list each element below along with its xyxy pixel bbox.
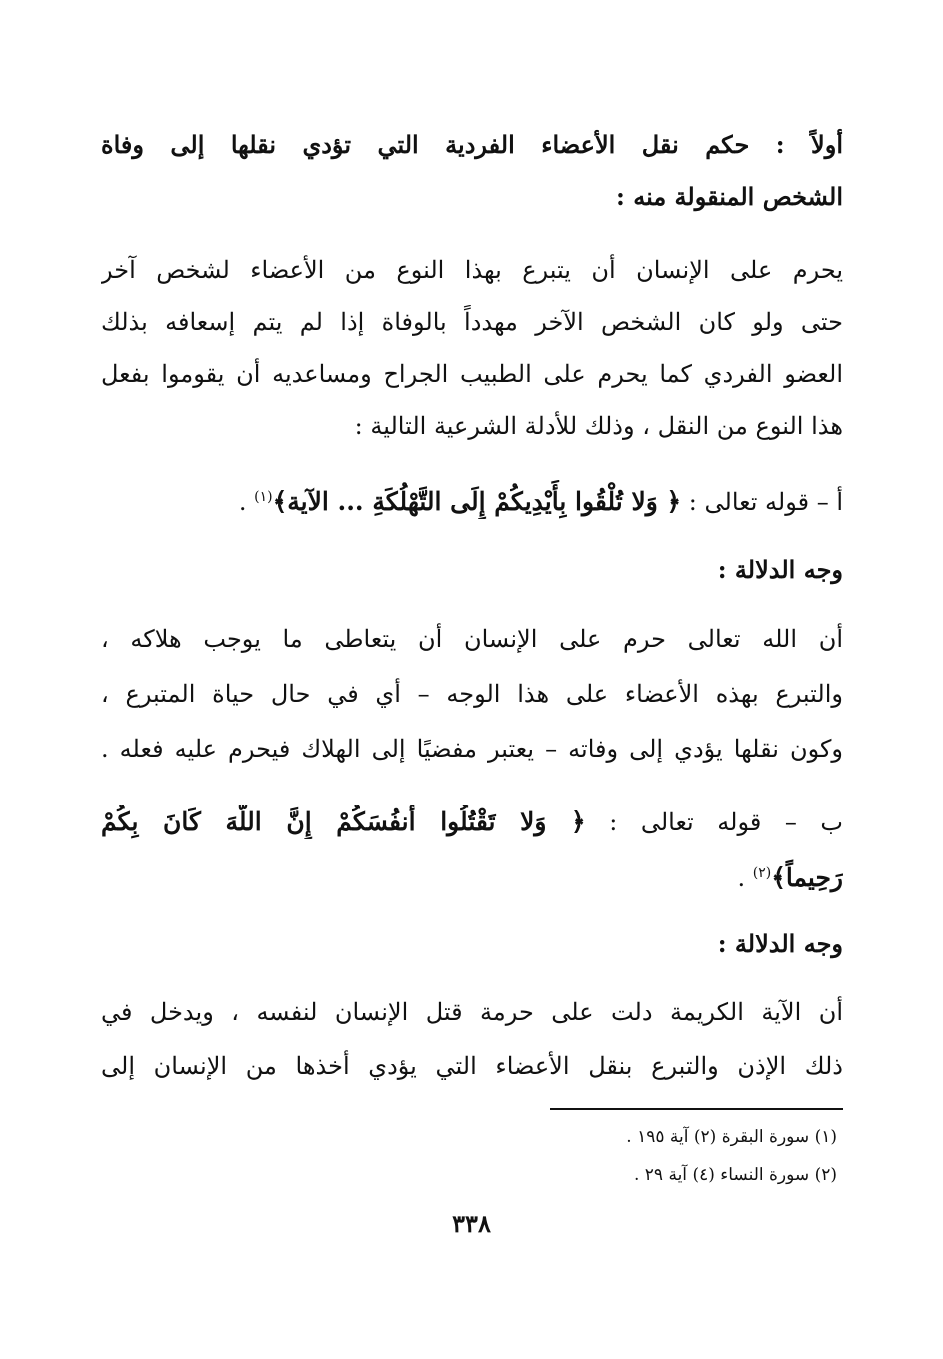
footnote-separator — [550, 1108, 843, 1110]
subheading-wajh-dalala: وجه الدلالة : — [717, 929, 843, 958]
paragraph-line: أن الآية الكريمة دلت على حرمة قتل الإنسان لنفسه ، ويدخل في — [101, 998, 843, 1026]
section-heading-line-1: أولاً : حكم نقل الأعضاء الفردية التي تؤدي نقلها إلى وفاة — [101, 130, 843, 159]
quran-verse-b-end: رَحِيماً﴾ — [771, 863, 843, 892]
paragraph-line: أن الله تعالى حرم على الإنسان أن يتعاطى ما يوجب هلاكه ، — [101, 625, 843, 653]
evidence-a-prefix: أ – قوله تعالى : — [681, 488, 843, 516]
footnote-marker-1: (١) — [254, 489, 273, 505]
footnote-marker-2: (٢) — [752, 865, 772, 881]
evidence-b-line-1 — [101, 805, 843, 839]
footnote-1: (١) سورة البقرة (٢) آية ١٩٥ . — [626, 1127, 837, 1147]
evidence-b-suffix: . — [737, 864, 753, 892]
subheading-wajh-dalala: وجه الدلالة : — [717, 555, 843, 584]
paragraph-line: ذلك الإذن والتبرع بنقل الأعضاء التي يؤدي أخذها من الإنسان إلى — [101, 1052, 843, 1080]
footnote-2: (٢) سورة النساء (٤) آية ٢٩ . — [633, 1165, 837, 1185]
paragraph-line: العضو الفردي كما يحرم على الطبيب الجراح ومساعديه أن يقوموا بفعل — [101, 360, 843, 388]
evidence-a-line — [101, 480, 843, 519]
page-number: ٣٣٨ — [452, 1209, 491, 1238]
paragraph-line: يحرم على الإنسان أن يتبرع بهذا النوع من الأعضاء لشخص آخر — [101, 256, 843, 284]
paragraph-line: وكون نقلها يؤدي إلى وفاته – يعتبر مفضيًا إلى الهلاك فيحرم عليه فعله . — [101, 735, 843, 763]
paragraph-line: هذا النوع من النقل ، وذلك للأدلة الشرعية التالية : — [354, 412, 843, 440]
paragraph-line: حتى ولو كان الشخص الآخر مهدداً بالوفاة إذا لم يتم إسعافه بذلك — [101, 308, 843, 336]
evidence-b-line-2 — [101, 856, 843, 895]
quran-verse-a: ﴿ وَلا تُلْقُوا بِأَيْدِيكُمْ إِلَى التَّهْلُكَةِ ... الآية﴾ — [272, 487, 682, 516]
evidence-a-suffix: . — [238, 488, 255, 516]
paragraph-line: والتبرع بهذه الأعضاء على هذا الوجه – أي في حال حياة المتبرع ، — [101, 680, 843, 708]
quran-verse-b: ﴿ وَلا تَقْتُلُوا أَنفُسَكُمْ إِنَّ اللَّهَ كَانَ بِكُمْ — [101, 807, 586, 836]
evidence-b-prefix: ب – قوله تعالى : — [585, 808, 843, 836]
section-heading-line-2: الشخص المنقولة منه : — [616, 182, 843, 211]
